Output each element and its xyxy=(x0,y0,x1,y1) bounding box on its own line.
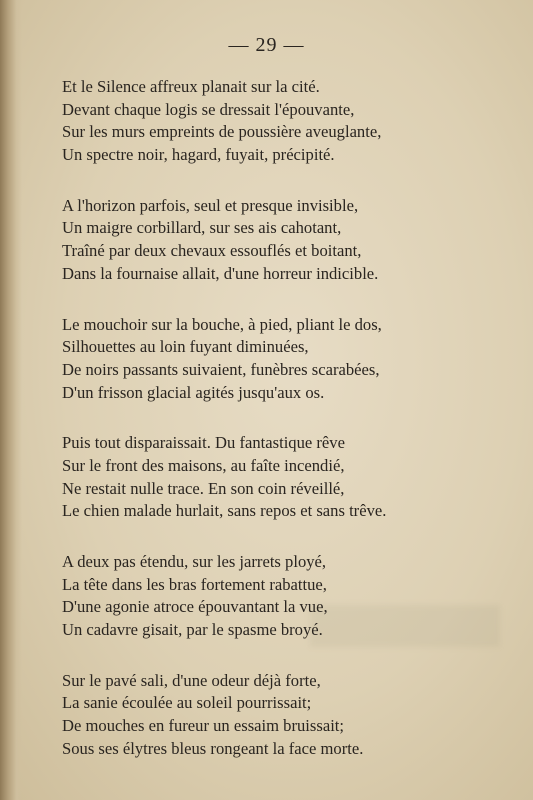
verse-line: De noirs passants suivaient, funèbres scarabées, xyxy=(62,359,380,379)
verse-line: D'un frisson glacial agités jusqu'aux os. xyxy=(62,382,325,402)
verse-line: A l'horizon parfois, seul et presque invisible, xyxy=(62,195,359,215)
verse-line: Silhouettes au loin fuyant diminuées, xyxy=(62,337,309,357)
stanza xyxy=(62,195,502,286)
binding-edge xyxy=(0,0,22,800)
verse-line: Ne restait nulle trace. En son coin réveillé, xyxy=(62,478,345,498)
verse-line: Sous ses élytres bleus rongeant la face morte. xyxy=(62,738,364,758)
verse-line: Devant chaque logis se dressait l'épouvante, xyxy=(62,99,355,119)
verse-line: A deux pas étendu, sur les jarrets ployé, xyxy=(62,552,327,571)
poem xyxy=(62,76,502,789)
verse-line: Dans la fournaise allait, d'une horreur indicible. xyxy=(62,263,379,283)
stanza xyxy=(62,670,502,761)
verse-line: Puis tout disparaissait. Du fantastique rêve xyxy=(62,433,345,453)
verse-line: Sur les murs empreints de poussière aveuglante, xyxy=(62,122,382,142)
verse-line: La tête dans les bras fortement rabattue, xyxy=(62,574,327,594)
verse-line: Sur le front des maisons, au faîte incendié, xyxy=(62,455,345,475)
verse-line: De mouches en fureur un essaim bruissait; xyxy=(62,716,345,736)
page-number: — 29 — xyxy=(228,34,305,56)
verse-line: Le chien malade hurlait, sans repos et sans trêve. xyxy=(62,501,387,521)
verse-line: Traîné par deux chevaux essouflés et boitant, xyxy=(62,241,362,261)
verse-line: La sanie écoulée au soleil pourrissait; xyxy=(62,693,312,713)
stanza xyxy=(62,551,502,642)
verse-line: Et le Silence affreux planait sur la cité. xyxy=(62,77,320,96)
verse-line: Un spectre noir, hagard, fuyait, précipité. xyxy=(62,145,335,165)
verse-line: Sur le pavé sali, d'une odeur déjà forte, xyxy=(62,670,321,690)
stanza xyxy=(62,76,502,167)
stanza xyxy=(62,314,502,405)
verse-line: Le mouchoir sur la bouche, à pied, pliant le dos, xyxy=(62,314,382,334)
verse-line: D'une agonie atroce épouvantant la vue, xyxy=(62,597,328,617)
stanza xyxy=(62,432,502,523)
verse-line: Un cadavre gisait, par le spasme broyé. xyxy=(62,620,323,640)
verse-line: Un maigre corbillard, sur ses ais cahotant, xyxy=(62,218,342,238)
